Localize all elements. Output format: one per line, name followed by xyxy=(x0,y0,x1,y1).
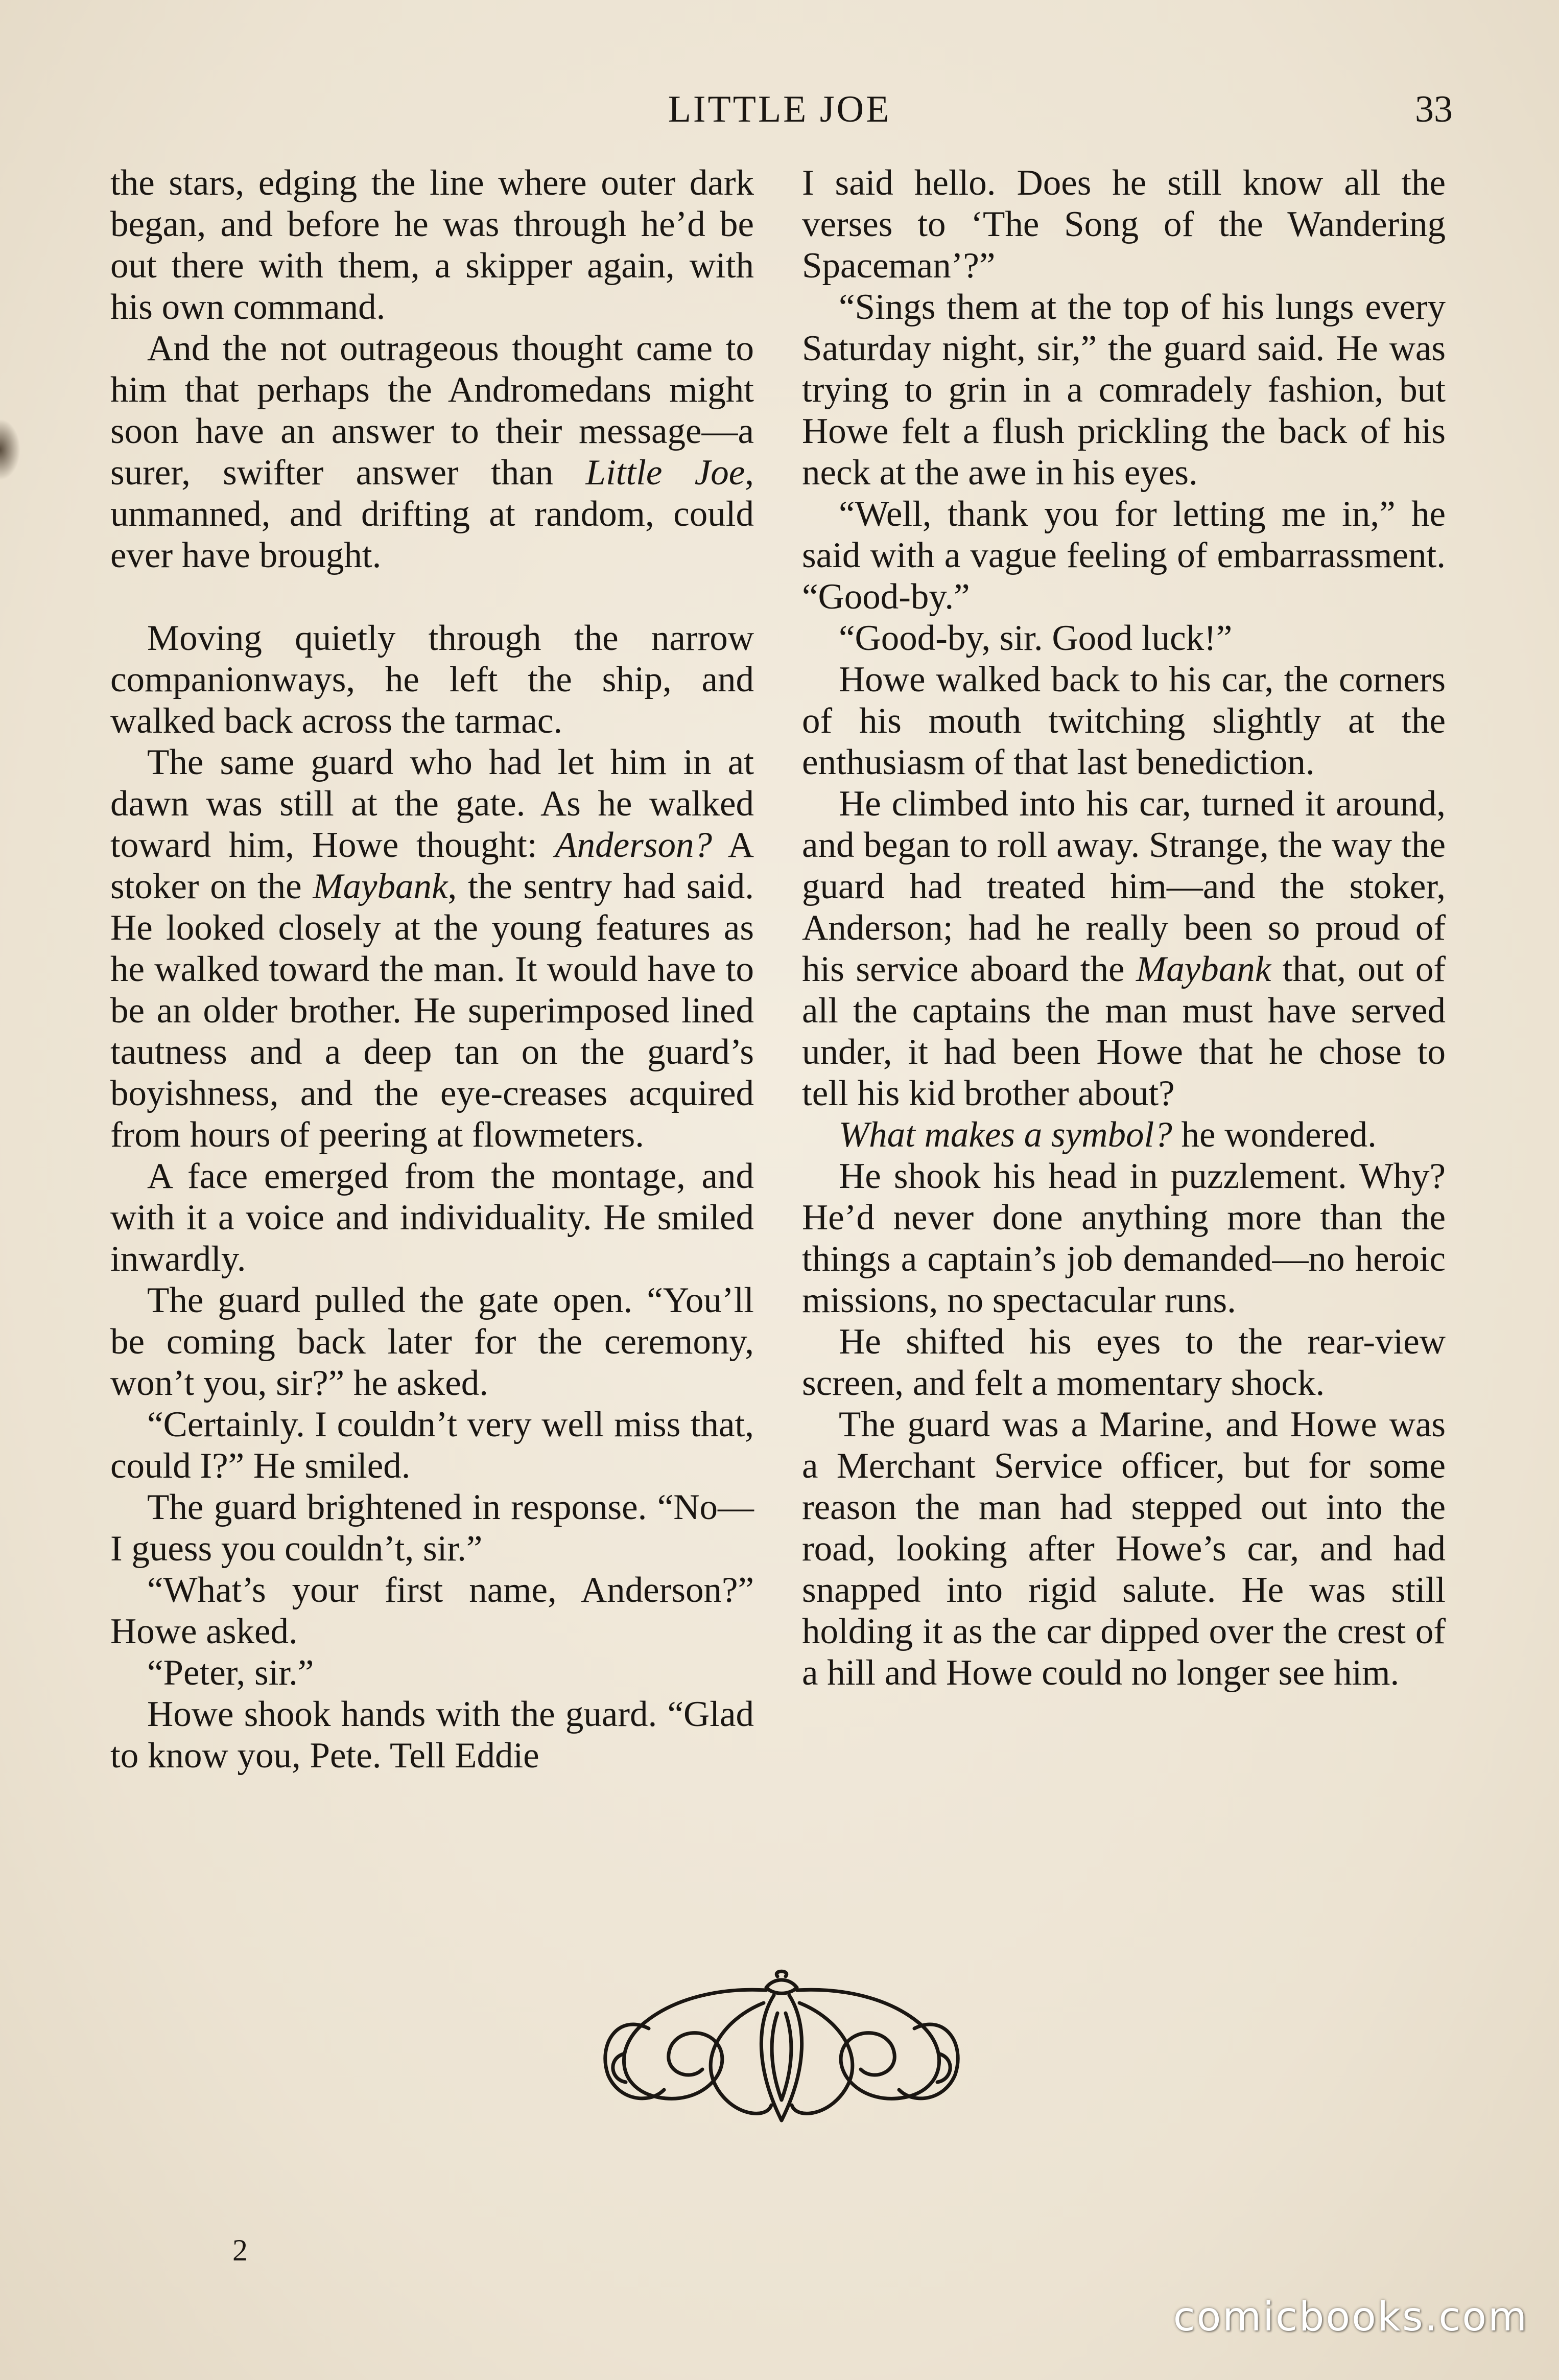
running-head-title: LITTLE JOE xyxy=(668,88,891,130)
paragraph: He climbed into his car, turned it around, and began to roll away. Strange, the way the guard had treated him—and the stoker, Anderson; had he really been so proud of his service aboard the Maybank that, out of all the captains the man must have served under, it had been Howe that he chose to tell his kid brother about? xyxy=(802,784,1446,1113)
paragraph: He shifted his eyes to the rear-view screen, and felt a momentary shock. xyxy=(802,1322,1446,1403)
site-watermark: comicbooks.com xyxy=(1173,2294,1528,2340)
paragraph: “Peter, sir.” xyxy=(147,1653,314,1693)
paragraph: the stars, edging the line where outer dark began, and before he was through he’d be out there with them, a skipper again, with his own command. xyxy=(110,163,754,327)
italic-title: Anderson? xyxy=(555,825,712,865)
italic-title: Maybank xyxy=(1136,949,1271,989)
paragraph: A face emerged from the montage, and with it a voice and individuality. He smiled inwardly. xyxy=(110,1156,754,1279)
paragraph: “Sings them at the top of his lungs every Saturday night, sir,” the guard said. He was trying to grin in a comradely fashion, but Howe felt a flush prickling the back of his neck at the awe in his eyes. xyxy=(802,287,1446,493)
paragraph: He shook his head in puzzlement. Why? He’d never done anything more than the things a captain’s job demanded—no heroic missions, no spectacular runs. xyxy=(802,1156,1446,1320)
page-number: 33 xyxy=(1415,88,1453,130)
paragraph: “Well, thank you for letting me in,” he said with a vague feeling of embarrassment. “Good-by.” xyxy=(802,494,1446,617)
italic-title: What makes a symbol? xyxy=(839,1115,1172,1155)
paragraph: “Good-by, sir. Good luck!” xyxy=(839,618,1233,658)
paragraph: Howe shook hands with the guard. “Glad to know you, Pete. Tell Eddie xyxy=(110,1694,754,1776)
paragraph: The guard brightened in response. “No—I guess you couldn’t, sir.” xyxy=(110,1487,754,1569)
ribbon-bow-ornament-icon xyxy=(587,1967,976,2136)
paragraph: “What’s your first name, Anderson?” Howe asked. xyxy=(110,1570,754,1651)
paragraph: I said hello. Does he still know all the verses to ‘The Song of the Wandering Spaceman’?” xyxy=(802,163,1446,286)
paragraph: Howe walked back to his car, the corners of his mouth twitching slightly at the enthusiasm of that last benediction. xyxy=(802,660,1446,782)
page-edge-stain xyxy=(0,419,20,480)
paragraph: The same guard who had let him in at dawn was still at the gate. As he walked toward him, Howe thought: Anderson? A stoker on the Maybank, the sentry had said. He looked closely at the young features as he walked toward the man. It would have to be an older brother. He superimposed lined tautness and a deep tan on the guard’s boyishness, and the eye-creases acquired from hours of peering at flowmeters. xyxy=(110,742,754,1155)
left-text-column xyxy=(110,162,754,1777)
signature-folio: 2 xyxy=(232,2233,248,2267)
paragraph: Moving quietly through the narrow companionways, he left the ship, and walked back across the tarmac. xyxy=(110,618,754,741)
paragraph: The guard pulled the gate open. “You’ll be coming back later for the ceremony, won’t you, sir?” he asked. xyxy=(110,1280,754,1403)
paragraph: The guard was a Marine, and Howe was a Merchant Service officer, but for some reason the man had stepped out into the road, looking after Howe’s car, and had snapped into rigid salute. He was still holding it as the car dipped over the crest of a hill and Howe could no longer see him. xyxy=(802,1405,1446,1693)
right-text-column xyxy=(802,162,1446,1694)
paragraph: And the not outrageous thought came to him that perhaps the Andromedans might soon have an answer to their message—a surer, swifter answer than Little Joe, unmanned, and drifting at random, could ever have brought. xyxy=(110,329,754,575)
italic-title: Maybank xyxy=(313,867,448,906)
paragraph: “Certainly. I couldn’t very well miss that, could I?” He smiled. xyxy=(110,1405,754,1486)
italic-title: Little Joe xyxy=(585,453,745,493)
paragraph: What makes a symbol? he wondered. xyxy=(839,1115,1377,1155)
